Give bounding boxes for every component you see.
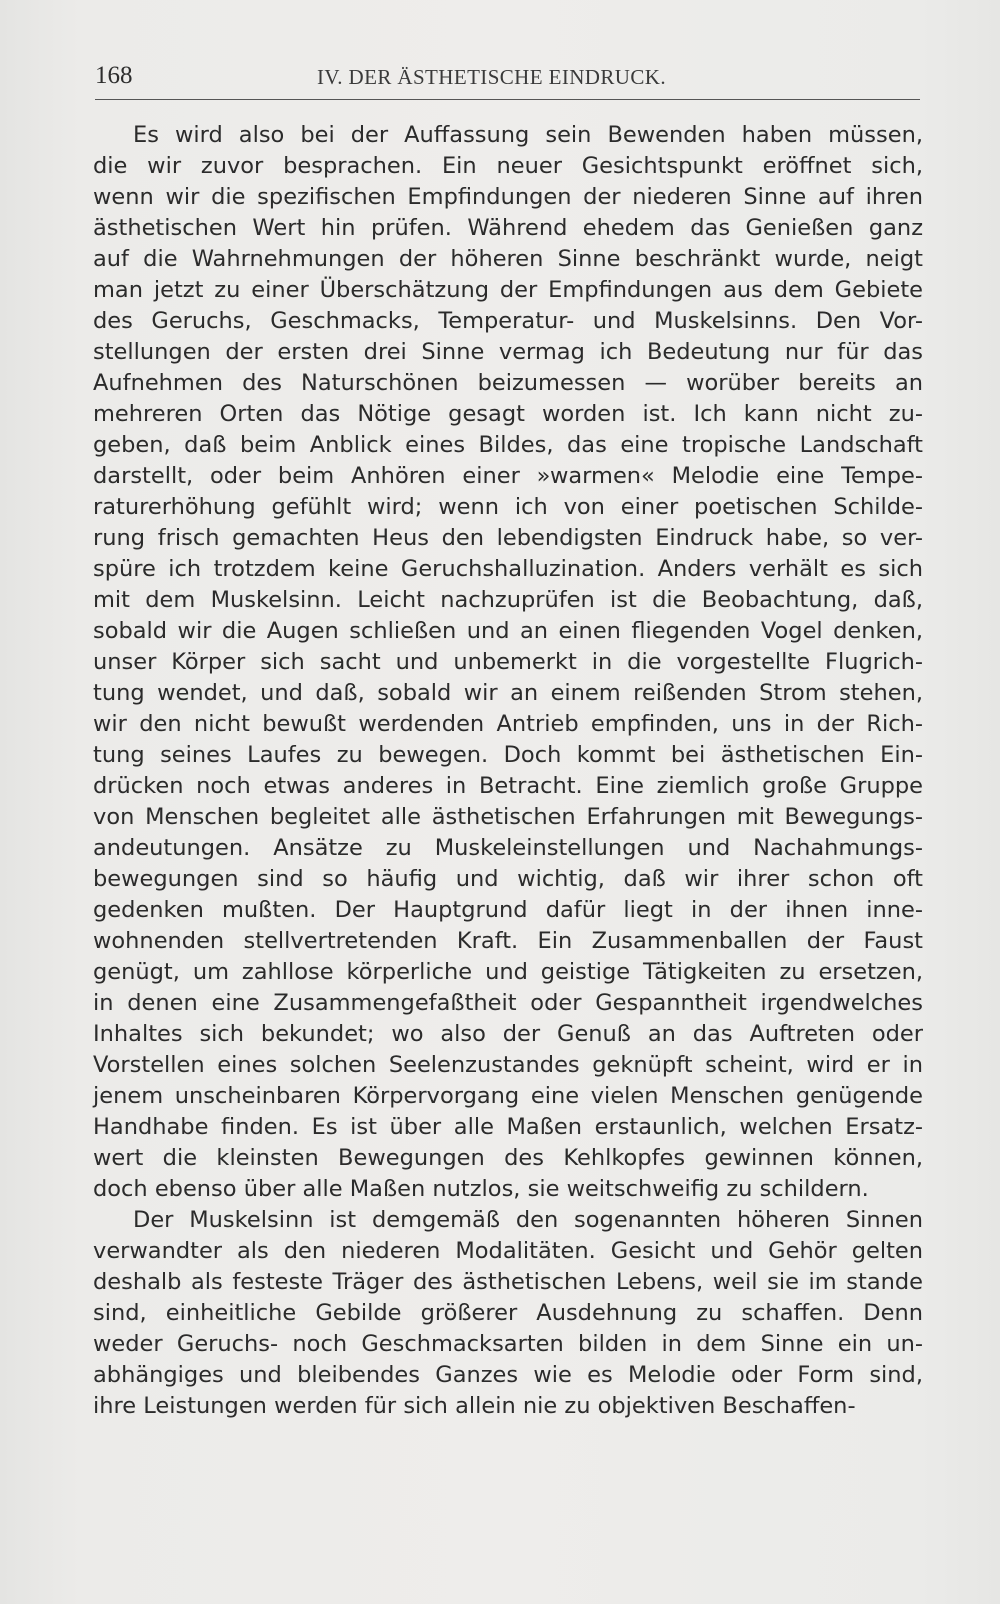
text-line: mit dem Muskelsinn. Leicht nachzuprüfen ist die Beobachtung, daß, <box>93 587 923 613</box>
text-line: wert die kleinsten Bewegungen des Kehlkopfes gewinnen können, <box>93 1145 923 1171</box>
text-line: ästhetischen Wert hin prüfen. Während ehedem das Genießen ganz <box>93 215 923 241</box>
body-text <box>93 120 923 1422</box>
text-line: Der Muskelsinn ist demgemäß den sogenannten höheren Sinnen <box>133 1207 923 1233</box>
text-line: unser Körper sich sacht und unbemerkt in die vorgestellte Flugrich- <box>93 649 923 675</box>
text-line: andeutungen. Ansätze zu Muskeleinstellungen und Nachahmungs- <box>93 835 923 861</box>
text-line: sobald wir die Augen schließen und an einen fliegenden Vogel denken, <box>93 618 923 644</box>
header-rule <box>95 99 920 100</box>
text-line: abhängiges und bleibendes Ganzes wie es Melodie oder Form sind, <box>93 1362 923 1388</box>
running-head <box>95 62 920 98</box>
text-line: raturerhöhung gefühlt wird; wenn ich von einer poetischen Schilde- <box>93 494 923 520</box>
text-line: bewegungen sind so häufig und wichtig, daß wir ihrer schon oft <box>93 866 923 892</box>
text-line: Inhaltes sich bekundet; wo also der Genuß an das Auftreten oder <box>93 1021 923 1047</box>
text-line: spüre ich trotzdem keine Geruchshalluzination. Anders verhält es sich <box>93 556 923 582</box>
text-line: tung seines Laufes zu bewegen. Doch kommt bei ästhetischen Ein- <box>93 742 923 768</box>
text-line: die wir zuvor besprachen. Ein neuer Gesichtspunkt eröffnet sich, <box>93 153 923 179</box>
text-line: geben, daß beim Anblick eines Bildes, das eine tropische Landschaft <box>93 432 923 458</box>
paragraph <box>93 1205 923 1422</box>
text-line: darstellt, oder beim Anhören einer »warmen« Melodie eine Tempe- <box>93 463 923 489</box>
text-line: doch ebenso über alle Maßen nutzlos, sie weitschweifig zu schildern. <box>93 1176 869 1202</box>
text-line: wohnenden stellvertretenden Kraft. Ein Zusammenballen der Faust <box>93 928 923 954</box>
paragraph <box>93 120 923 1205</box>
text-line: wenn wir die spezifischen Empfindungen der niederen Sinne auf ihren <box>93 184 923 210</box>
text-line: von Menschen begleitet alle ästhetischen Erfahrungen mit Bewegungs- <box>93 804 923 830</box>
text-line: in denen eine Zusammengefaßtheit oder Gespanntheit irgendwelches <box>93 990 923 1016</box>
text-line: Es wird also bei der Auffassung sein Bewenden haben müssen, <box>133 122 923 148</box>
text-line: gedenken mußten. Der Hauptgrund dafür liegt in der ihnen inne- <box>93 897 923 923</box>
text-line: genügt, um zahllose körperliche und geistige Tätigkeiten zu ersetzen, <box>93 959 923 985</box>
text-line: drücken noch etwas anderes in Betracht. Eine ziemlich große Gruppe <box>93 773 923 799</box>
text-line: Aufnehmen des Naturschönen beizumessen — worüber bereits an <box>93 370 923 396</box>
text-line: man jetzt zu einer Überschätzung der Empfindungen aus dem Gebiete <box>93 277 923 303</box>
text-line: tung wendet, und daß, sobald wir an einem reißenden Strom stehen, <box>93 680 923 706</box>
text-line: jenem unscheinbaren Körpervorgang eine vielen Menschen genügende <box>93 1083 923 1109</box>
text-line: des Geruchs, Geschmacks, Temperatur- und Muskelsinns. Den Vor- <box>93 308 923 334</box>
page-number: 168 <box>95 62 133 89</box>
text-line: verwandter als den niederen Modalitäten. Gesicht und Gehör gelten <box>93 1238 923 1264</box>
text-line: weder Geruchs- noch Geschmacksarten bilden in dem Sinne ein un- <box>93 1331 923 1357</box>
text-line: stellungen der ersten drei Sinne vermag ich Bedeutung nur für das <box>93 339 923 365</box>
text-line: auf die Wahrnehmungen der höheren Sinne beschränkt wurde, neigt <box>93 246 923 272</box>
text-line: Handhabe finden. Es ist über alle Maßen erstaunlich, welchen Ersatz- <box>93 1114 923 1140</box>
text-line: deshalb als festeste Träger des ästhetischen Lebens, weil sie im stande <box>93 1269 923 1295</box>
text-line: sind, einheitliche Gebilde größerer Ausdehnung zu schaffen. Denn <box>93 1300 923 1326</box>
text-line: ihre Leistungen werden für sich allein nie zu objektiven Beschaffen- <box>93 1393 856 1419</box>
chapter-title: IV. DER ÄSTHETISCHE EINDRUCK. <box>317 65 666 89</box>
text-line: Vorstellen eines solchen Seelenzustandes geknüpft scheint, wird er in <box>93 1052 923 1078</box>
text-line: wir den nicht bewußt werdenden Antrieb empfinden, uns in der Rich- <box>93 711 923 737</box>
text-line: mehreren Orten das Nötige gesagt worden ist. Ich kann nicht zu- <box>93 401 923 427</box>
text-line: rung frisch gemachten Heus den lebendigsten Eindruck habe, so ver- <box>93 525 923 551</box>
